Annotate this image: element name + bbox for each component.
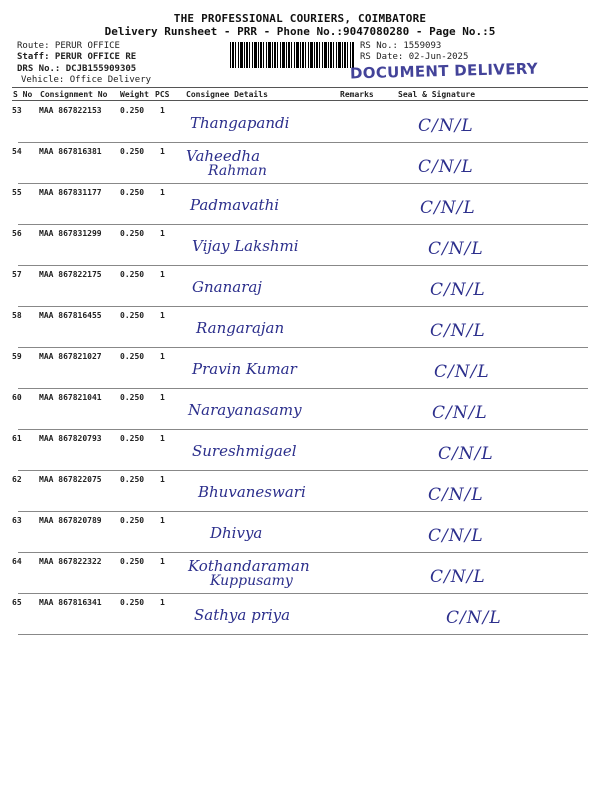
- row-seal-signature: C/N/L: [430, 321, 486, 341]
- row-sno: 65: [12, 598, 22, 607]
- row-sno: 54: [12, 147, 22, 156]
- row-seal-signature: C/N/L: [432, 403, 488, 423]
- row-sno: 57: [12, 270, 22, 279]
- document-delivery-stamp: DOCUMENT DELIVERY: [349, 59, 539, 83]
- row-seal-signature: C/N/L: [428, 526, 484, 546]
- table-row: [12, 348, 588, 389]
- row-seal-signature: C/N/L: [418, 116, 474, 136]
- row-consignee-name: Vijay Lakshmi: [192, 237, 299, 255]
- table-row: [12, 102, 588, 143]
- row-seal-signature: C/N/L: [428, 485, 484, 505]
- row-sno: 58: [12, 311, 22, 320]
- table-row: [12, 143, 588, 184]
- row-consignment-no: MAA 867831177: [39, 188, 102, 197]
- row-consignee-name: Dhivya: [210, 524, 263, 542]
- table-row: [12, 471, 588, 512]
- row-weight: 0.250: [120, 270, 145, 279]
- rs-number: RS No.: 1559093: [360, 41, 442, 51]
- row-pcs: 1: [160, 147, 165, 156]
- row-seal-signature: C/N/L: [434, 362, 490, 382]
- row-consignee-name: Sureshmigael: [192, 442, 297, 460]
- row-consignee-name: Kothandaraman: [188, 557, 310, 575]
- vehicle-label: Vehicle: Office Delivery: [21, 75, 152, 85]
- row-consignee-name: Rangarajan: [196, 319, 285, 337]
- row-sno: 56: [12, 229, 22, 238]
- drs-number: DRS No.: DCJB155909305: [17, 64, 137, 74]
- row-weight: 0.250: [120, 393, 145, 402]
- table-row: [12, 307, 588, 348]
- header-rule-bottom: [12, 100, 588, 101]
- company-name: THE PROFESSIONAL COURIERS, COIMBATORE: [173, 12, 427, 25]
- row-sno: 60: [12, 393, 22, 402]
- row-consignee-name: Thangapandi: [190, 114, 290, 132]
- runsheet-subtitle: Delivery Runsheet - PRR - Phone No.:9047080280 - Page No.:5: [104, 25, 496, 38]
- row-consignment-no: MAA 867820789: [39, 516, 102, 525]
- table-row: [12, 594, 588, 635]
- table-row: [12, 553, 588, 594]
- row-weight: 0.250: [120, 516, 145, 525]
- row-pcs: 1: [160, 475, 165, 484]
- col-header-weight: Weight: [120, 90, 149, 99]
- row-sno: 53: [12, 106, 22, 115]
- route-label: Route: PERUR OFFICE: [17, 41, 120, 51]
- row-consignment-no: MAA 867822075: [39, 475, 102, 484]
- row-seal-signature: C/N/L: [430, 280, 486, 300]
- row-consignment-no: MAA 867821027: [39, 352, 102, 361]
- rs-date: RS Date: 02-Jun-2025: [360, 52, 469, 62]
- row-consignment-no: MAA 867831299: [39, 229, 102, 238]
- col-header-seal: Seal & Signature: [398, 90, 476, 99]
- row-consignee-name-line2: Rahman: [208, 163, 267, 179]
- row-seal-signature: C/N/L: [420, 198, 476, 218]
- row-consignment-no: MAA 867820793: [39, 434, 102, 443]
- row-weight: 0.250: [120, 557, 145, 566]
- row-consignee-name: Sathya priya: [194, 606, 291, 624]
- row-consignment-no: MAA 867822322: [39, 557, 102, 566]
- barcode-image: [230, 42, 354, 68]
- row-weight: 0.250: [120, 598, 145, 607]
- row-weight: 0.250: [120, 188, 145, 197]
- row-consignee-name: Padmavathi: [190, 196, 280, 214]
- row-pcs: 1: [160, 516, 165, 525]
- row-consignment-no: MAA 867816341: [39, 598, 102, 607]
- row-sno: 63: [12, 516, 22, 525]
- row-seal-signature: C/N/L: [446, 608, 502, 628]
- row-pcs: 1: [160, 352, 165, 361]
- row-pcs: 1: [160, 557, 165, 566]
- row-weight: 0.250: [120, 352, 145, 361]
- row-weight: 0.250: [120, 147, 145, 156]
- row-pcs: 1: [160, 598, 165, 607]
- row-consignment-no: MAA 867816381: [39, 147, 102, 156]
- row-consignee-name: Bhuvaneswari: [198, 483, 306, 501]
- row-sno: 59: [12, 352, 22, 361]
- row-divider: [18, 634, 588, 635]
- row-pcs: 1: [160, 393, 165, 402]
- row-weight: 0.250: [120, 311, 145, 320]
- table-row: [12, 184, 588, 225]
- row-consignment-no: MAA 867816455: [39, 311, 102, 320]
- row-pcs: 1: [160, 434, 165, 443]
- row-weight: 0.250: [120, 106, 145, 115]
- row-seal-signature: C/N/L: [430, 567, 486, 587]
- row-weight: 0.250: [120, 475, 145, 484]
- row-pcs: 1: [160, 311, 165, 320]
- row-sno: 61: [12, 434, 22, 443]
- row-consignment-no: MAA 867822175: [39, 270, 102, 279]
- table-row: [12, 266, 588, 307]
- row-pcs: 1: [160, 229, 165, 238]
- header-rule-top: [12, 87, 588, 88]
- col-header-consignment: Consignment No: [40, 90, 108, 99]
- row-consignee-name: Narayanasamy: [188, 401, 302, 419]
- row-consignment-no: MAA 867822153: [39, 106, 102, 115]
- row-consignee-name: Gnanaraj: [192, 278, 262, 296]
- row-sno: 64: [12, 557, 22, 566]
- row-sno: 62: [12, 475, 22, 484]
- table-row: [12, 389, 588, 430]
- row-seal-signature: C/N/L: [438, 444, 494, 464]
- row-weight: 0.250: [120, 229, 145, 238]
- table-row: [12, 512, 588, 553]
- row-seal-signature: C/N/L: [428, 239, 484, 259]
- row-consignee-name: Pravin Kumar: [192, 360, 297, 378]
- row-consignee-name-line2: Kuppusamy: [210, 573, 293, 589]
- col-header-remarks: Remarks: [340, 90, 374, 99]
- row-seal-signature: C/N/L: [418, 157, 474, 177]
- row-consignment-no: MAA 867821041: [39, 393, 102, 402]
- row-pcs: 1: [160, 188, 165, 197]
- table-row: [12, 430, 588, 471]
- col-header-consignee: Consignee Details: [186, 90, 268, 99]
- col-header-sno: S No: [13, 90, 33, 99]
- table-row: [12, 225, 588, 266]
- row-weight: 0.250: [120, 434, 145, 443]
- row-pcs: 1: [160, 106, 165, 115]
- staff-label: Staff: PERUR OFFICE RE: [17, 52, 137, 62]
- row-pcs: 1: [160, 270, 165, 279]
- row-sno: 55: [12, 188, 22, 197]
- row-consignee-name: Vaheedha: [186, 147, 261, 165]
- col-header-pcs: PCS: [155, 90, 170, 99]
